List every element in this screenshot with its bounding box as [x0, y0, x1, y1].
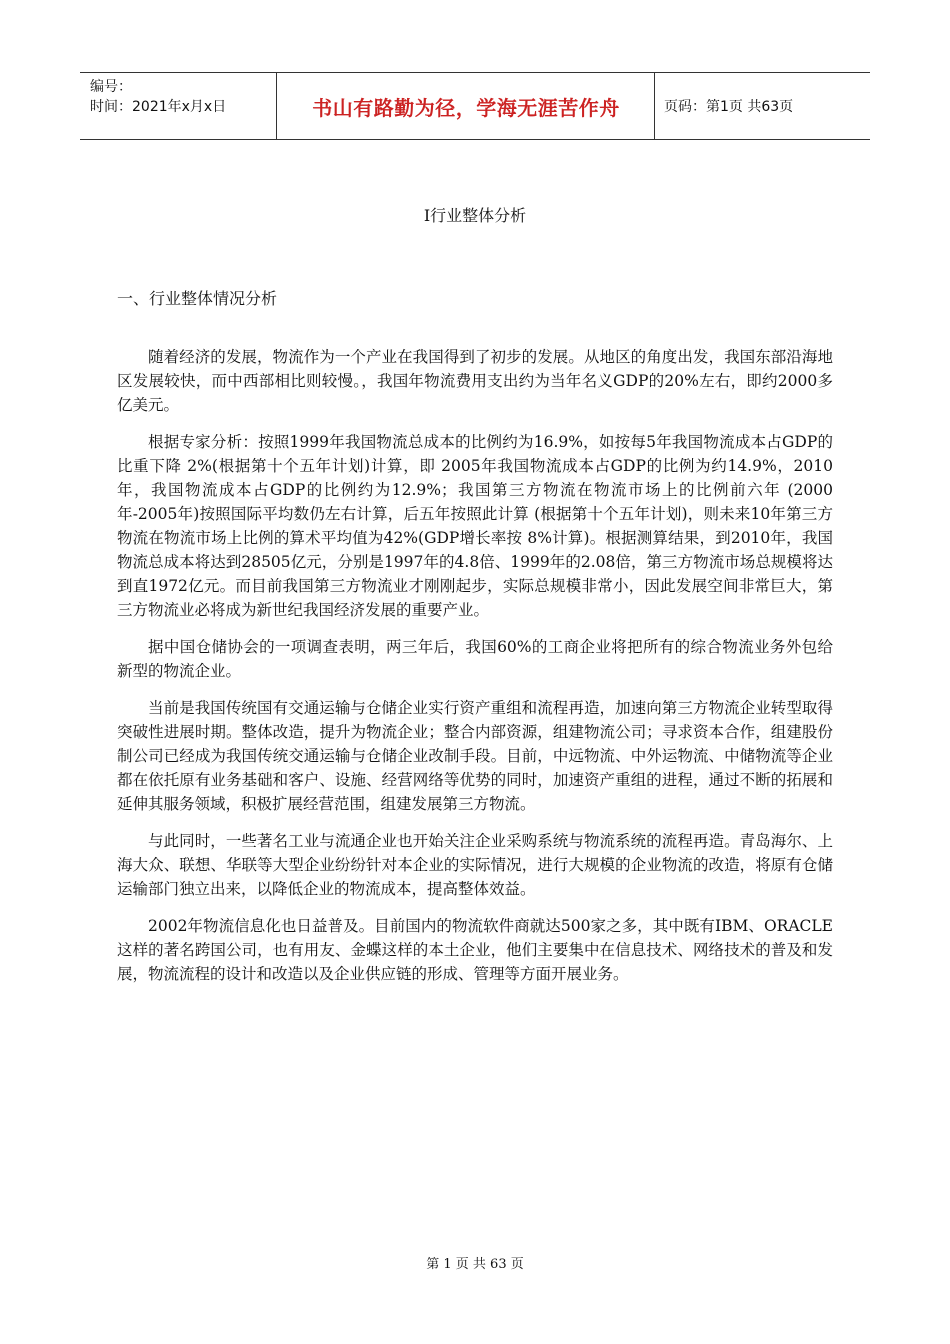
document-title: I行业整体分析 [423, 206, 527, 225]
document-number-label: 编号： [90, 79, 132, 95]
page-header [80, 72, 870, 140]
header-motto: 书山有路勤为径，学海无涯苦作舟 [312, 95, 620, 120]
header-meta [90, 77, 276, 117]
body-paragraph-5: 与此同时，一些著名工业与流通企业也开始关注企业采购系统与物流系统的流程再造。青岛海尔、上海大众、联想、华联等大型企业纷纷针对本企业的实际情况，进行大规模的企业物流的改造，将原有仓储运输部门独立出来，以降低企业的物流成本，提高整体效益。 [117, 832, 833, 898]
body-paragraph-6: 2002年物流信息化也日益普及。目前国内的物流软件商就达500家之多，其中既有IBM、ORACLE这样的著名跨国公司，也有用友、金蝶这样的本土企业，他们主要集中在信息技术、网络技术的普及和发展，物流流程的设计和改造以及企业供应链的形成、管理等方面开展业务。 [117, 917, 833, 983]
document-time-label: 时间：2021年x月x日 [90, 99, 227, 115]
section-heading: 一、行业整体情况分析 [117, 289, 278, 308]
header-divider-right [654, 73, 655, 139]
header-page-code: 页码：第1页 共63页 [664, 99, 794, 115]
page-footer: 第 1 页 共 63 页 [426, 1257, 524, 1272]
body-paragraph-4: 当前是我国传统国有交通运输与仓储企业实行资产重组和流程再造，加速向第三方物流企业转型取得突破性进展时期。整体改造，提升为物流企业；整合内部资源，组建物流公司；寻求资本合作，组建股份制公司已经成为我国传统交通运输与仓储企业改制手段。目前，中远物流、中外运物流、中储物流等企业都在依托原有业务基础和客户、设施、经营网络等优势的同时，加速资产重组的进程，通过不断的拓展和延伸其服务领域，积极扩展经营范围，组建发展第三方物流。 [117, 699, 833, 813]
header-divider-left [276, 73, 277, 139]
document-body [117, 345, 833, 999]
body-paragraph-3: 据中国仓储协会的一项调查表明，两三年后，我国60%的工商企业将把所有的综合物流业务外包给新型的物流企业。 [117, 638, 833, 680]
body-paragraph-1: 随着经济的发展，物流作为一个产业在我国得到了初步的发展。从地区的角度出发，我国东部沿海地区发展较快，而中西部相比则较慢。，我国年物流费用支出约为当年名义GDP的20%左右，即约2000多亿美元。 [117, 348, 833, 414]
body-paragraph-2: 根据专家分析：按照1999年我国物流总成本的比例约为16.9%，如按每5年我国物流成本占GDP的比重下降 2%(根据第十个五年计划)计算，即 2005年我国物流成本占GDP的比例为约14.9%，2010年，我国物流成本占GDP的比例约为12.9%；我国第三方物流在物流市场上的比例前六年 (2000年-2005年)按照国际平均数仍左右计算，后五年按照此计算 (根据第十个五年计划)，则未来10年第三方物流在物流市场上比例的算术平均值为42%(GDP增长率按 8%计算)。根据测算结果，到2010年，我国物流总成本将达到28505亿元，分别是1997年的4.8倍、1999年的2.08倍，第三方物流市场总规模将达到直1972亿元。而目前我国第三方物流业才刚刚起步，实际总规模非常小，因此发展空间非常巨大，第三方物流业必将成为新世纪我国经济发展的重要产业。 [117, 433, 833, 619]
